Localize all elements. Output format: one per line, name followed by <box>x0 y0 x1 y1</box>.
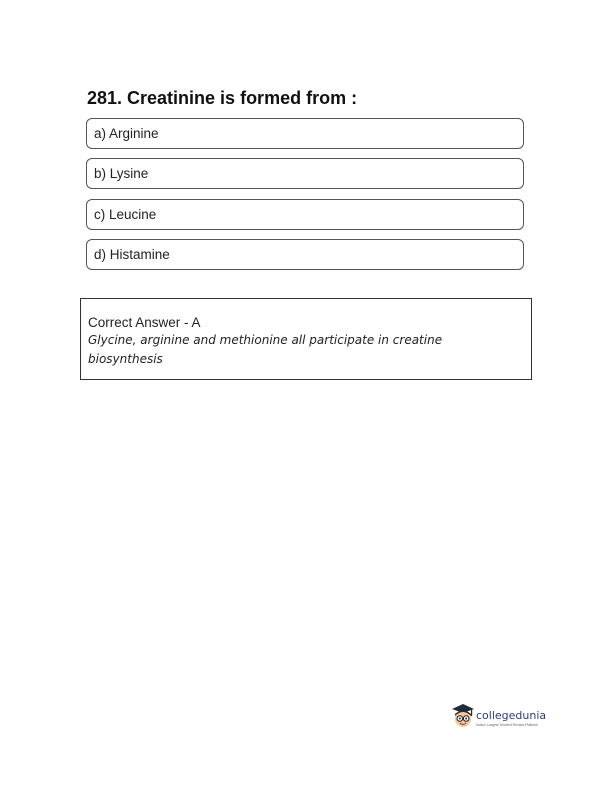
option-a[interactable]: a) Arginine <box>86 118 524 149</box>
correct-answer-label: Correct Answer - A <box>88 315 201 330</box>
logo-tagline: India's Largest Student Review Platform <box>476 723 539 727</box>
answer-explanation: Glycine, arginine and methionine all participate in creatine biosynthesis <box>88 333 443 366</box>
student-mascot-icon <box>451 703 475 731</box>
option-c[interactable]: c) Leucine <box>86 199 524 230</box>
option-b[interactable]: b) Lysine <box>86 158 524 189</box>
logo-name: collegedunia <box>476 709 547 722</box>
collegedunia-logo <box>451 703 561 733</box>
option-d[interactable]: d) Histamine <box>86 239 524 270</box>
question-title: 281. Creatinine is formed from : <box>87 88 358 108</box>
answer-box <box>80 298 532 380</box>
